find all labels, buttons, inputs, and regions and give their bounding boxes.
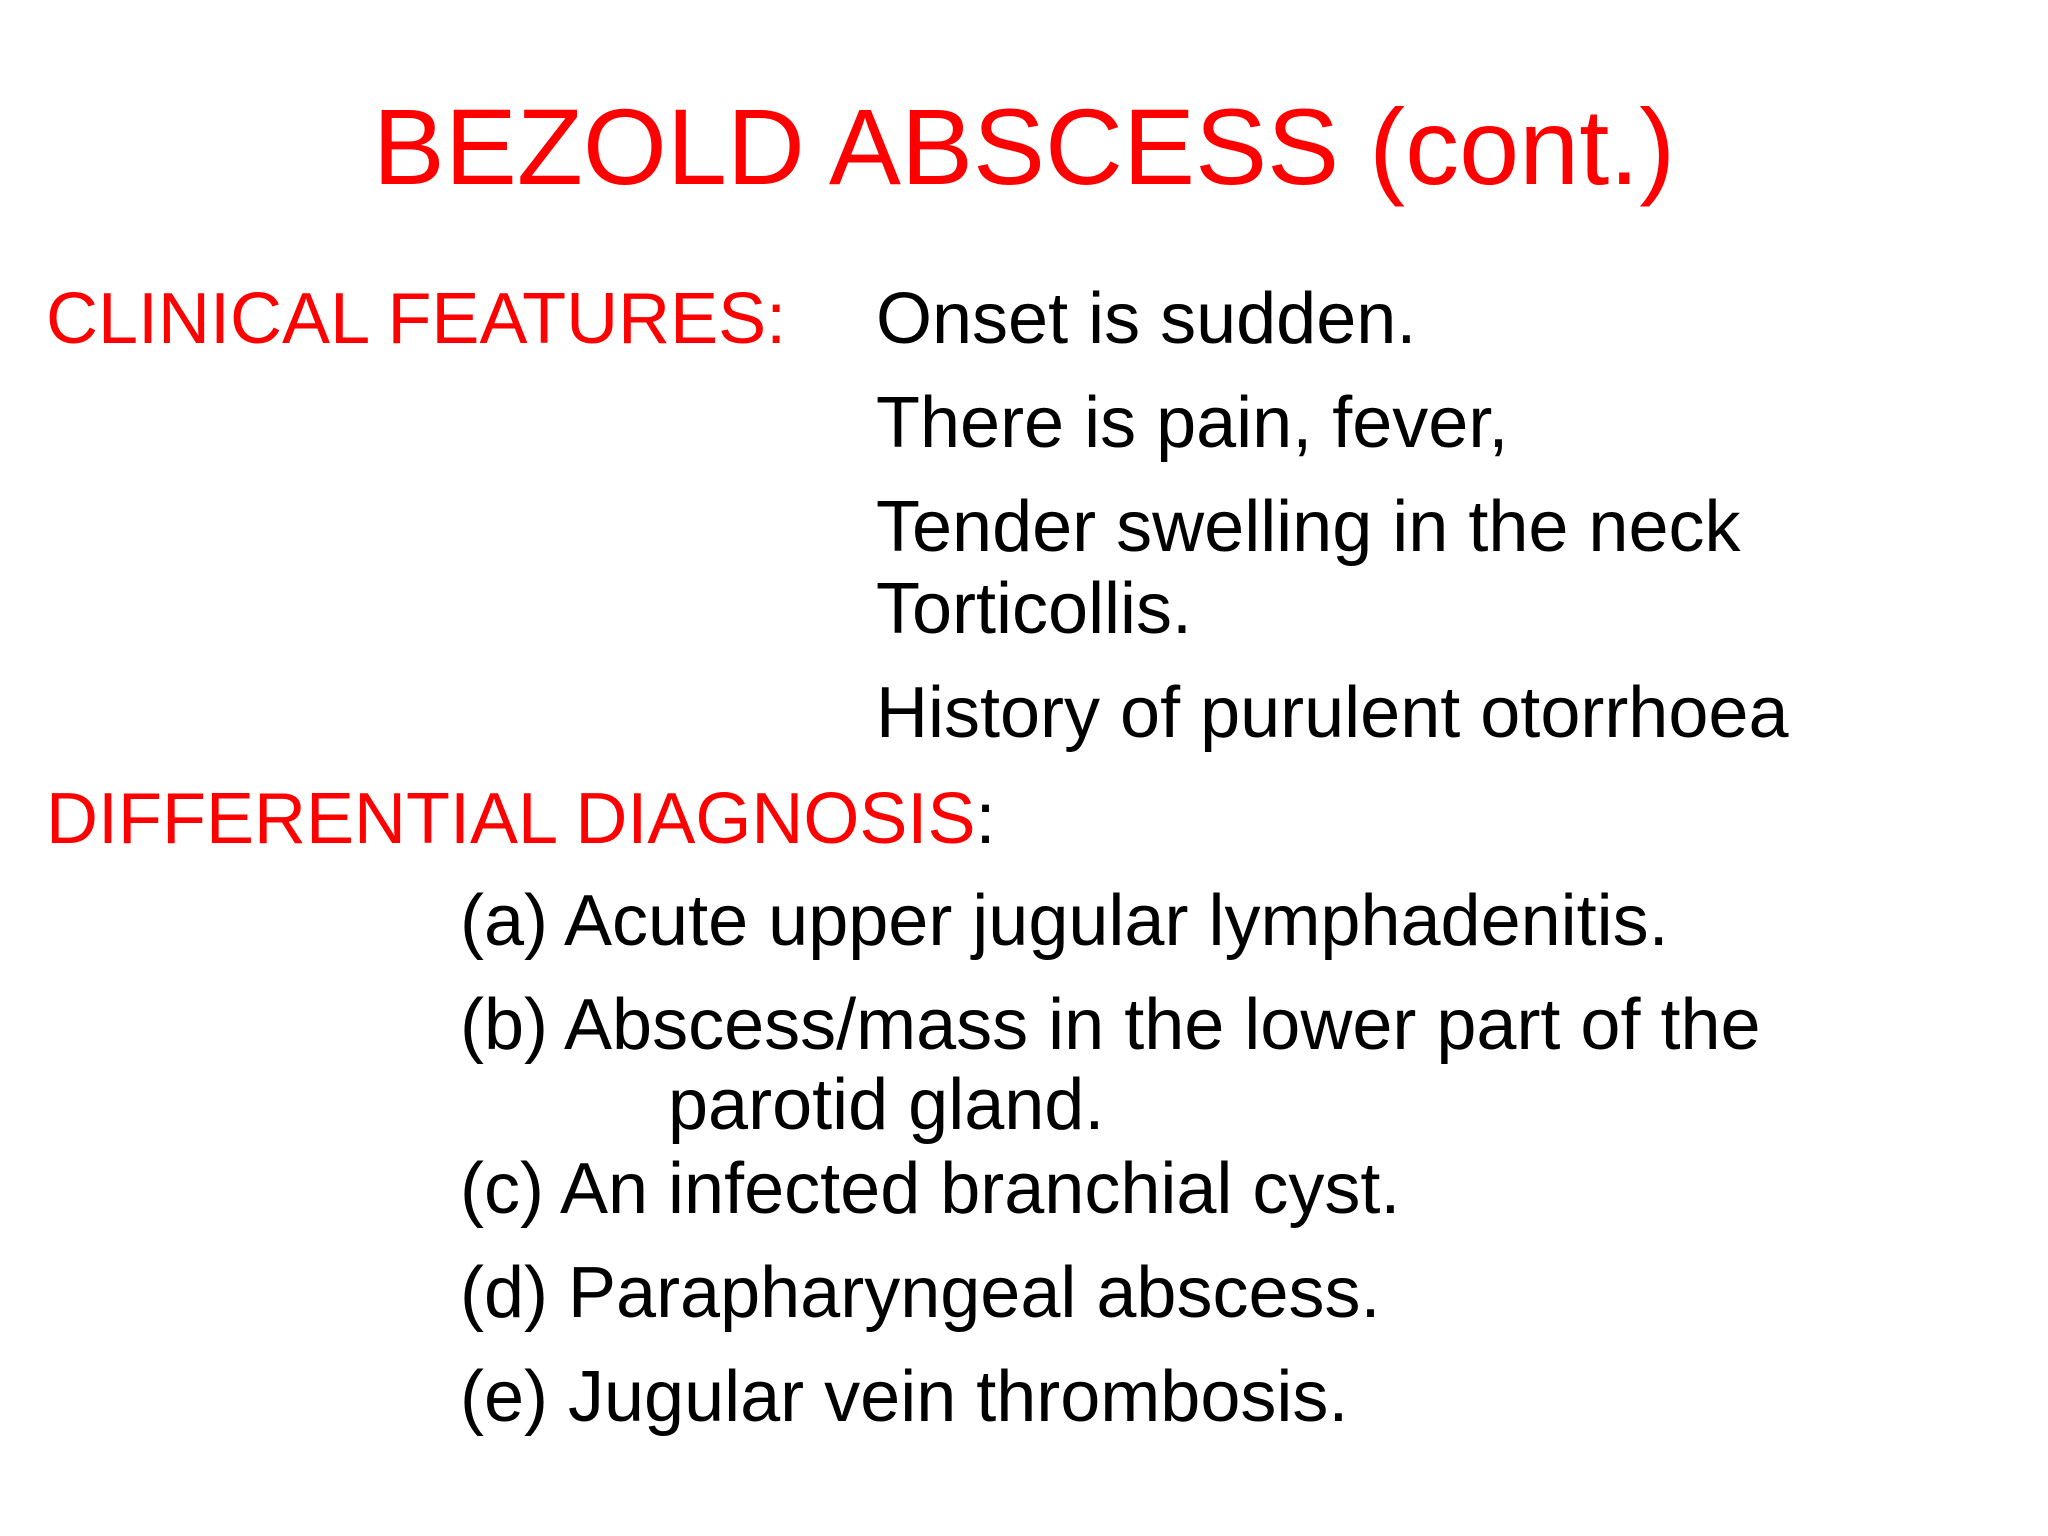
clinical-features-label: CLINICAL FEATURES: xyxy=(46,279,787,359)
differential-diagnosis-heading xyxy=(46,776,995,862)
clinical-feature-line: There is pain, fever, xyxy=(876,383,1509,463)
slide-title: BEZOLD ABSCESS (cont.) xyxy=(372,86,1676,207)
differential-diagnosis-colon: : xyxy=(975,779,996,859)
differential-item: (e) Jugular vein thrombosis. xyxy=(460,1357,1349,1437)
differential-item: (c) An infected branchial cyst. xyxy=(460,1149,1401,1229)
clinical-feature-line: Onset is sudden. xyxy=(876,279,1417,359)
clinical-feature-line: History of purulent otorrhoea xyxy=(876,673,1789,753)
differential-item-continuation: parotid gland. xyxy=(668,1065,1105,1145)
clinical-feature-line: Torticollis. xyxy=(876,569,1193,649)
differential-item: (d) Parapharyngeal abscess. xyxy=(460,1253,1381,1333)
clinical-feature-line: Tender swelling in the neck xyxy=(876,487,1741,567)
differential-diagnosis-label: DIFFERENTIAL DIAGNOSIS xyxy=(46,779,976,859)
differential-item: (b) Abscess/mass in the lower part of the xyxy=(460,985,1761,1065)
differential-item: (a) Acute upper jugular lymphadenitis. xyxy=(460,881,1669,961)
